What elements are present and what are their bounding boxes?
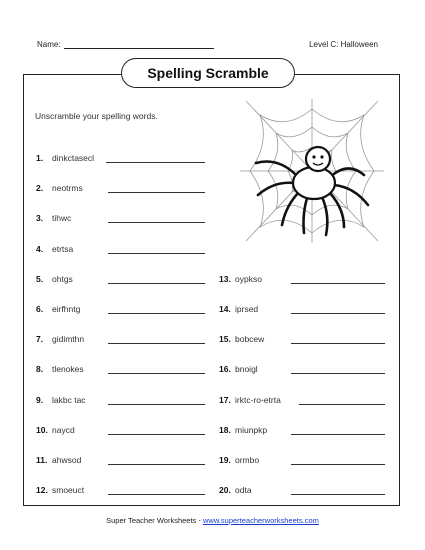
item-number: 18.: [219, 424, 231, 435]
answer-line[interactable]: [108, 464, 205, 465]
answer-line[interactable]: [108, 313, 205, 314]
scrambled-word: tihwc: [52, 213, 72, 224]
answer-line[interactable]: [108, 222, 205, 223]
answer-line[interactable]: [299, 404, 385, 405]
answer-line[interactable]: [291, 464, 385, 465]
answer-line[interactable]: [291, 494, 385, 495]
level-label: Level C: Halloween: [309, 40, 378, 49]
item-number: 17.: [219, 394, 231, 405]
item-number: 5.: [36, 273, 44, 284]
word-item: [219, 364, 389, 376]
item-number: 8.: [36, 364, 44, 375]
instructions: Unscramble your spelling words.: [35, 111, 158, 121]
word-item: [36, 455, 206, 467]
item-number: 20.: [219, 485, 231, 496]
item-number: 7.: [36, 334, 44, 345]
word-item: [36, 395, 206, 407]
spider-head-icon: [306, 147, 330, 171]
word-item: [36, 485, 206, 497]
word-item: [36, 364, 206, 376]
answer-line[interactable]: [108, 192, 205, 193]
scrambled-word: bnoigl: [235, 364, 258, 375]
scrambled-word: lakbc tac: [52, 394, 86, 405]
answer-line[interactable]: [108, 343, 205, 344]
answer-line[interactable]: [291, 434, 385, 435]
item-number: 15.: [219, 334, 231, 345]
answer-line[interactable]: [291, 283, 385, 284]
answer-line[interactable]: [108, 404, 205, 405]
spider-body-icon: [293, 167, 335, 199]
item-number: 14.: [219, 304, 231, 314]
scrambled-word: irktc-ro-etrta: [235, 394, 281, 405]
word-item: [36, 304, 206, 316]
scrambled-word: ahwsod: [52, 455, 82, 465]
item-number: 1.: [36, 153, 44, 163]
footer: [0, 516, 425, 525]
item-number: 19.: [219, 455, 231, 465]
word-item: [219, 274, 389, 286]
scrambled-word: oypkso: [235, 273, 262, 284]
word-item: [219, 395, 389, 407]
scrambled-word: gidimthn: [52, 334, 85, 345]
word-item: [36, 274, 206, 286]
answer-line[interactable]: [108, 253, 205, 254]
answer-line[interactable]: [291, 343, 385, 344]
word-item: [36, 334, 206, 346]
item-number: 11.: [36, 455, 48, 465]
scrambled-word: odta: [235, 485, 252, 496]
item-number: 9.: [36, 394, 44, 405]
worksheet-title: Spelling Scramble: [121, 58, 295, 88]
scrambled-word: ohtgs: [52, 273, 73, 284]
answer-line[interactable]: [291, 373, 385, 374]
item-number: 10.: [36, 424, 48, 435]
name-line[interactable]: [64, 40, 214, 49]
footer-prefix: Super Teacher Worksheets -: [106, 516, 203, 525]
item-number: 4.: [36, 243, 44, 254]
answer-line[interactable]: [108, 283, 205, 284]
answer-line[interactable]: [108, 494, 205, 495]
item-number: 2.: [36, 183, 44, 194]
scrambled-word: neotrms: [52, 183, 83, 194]
name-field: [37, 40, 214, 49]
word-item: [36, 183, 206, 195]
word-item: [36, 244, 206, 256]
item-number: 13.: [219, 273, 231, 284]
word-item: [36, 213, 206, 225]
answer-line[interactable]: [291, 313, 385, 314]
scrambled-word: tlenokes: [52, 364, 84, 375]
item-number: 16.: [219, 364, 231, 375]
item-number: 3.: [36, 213, 44, 224]
item-number: 12.: [36, 485, 48, 496]
scrambled-word: naycd: [52, 424, 75, 435]
scrambled-word: iprsed: [235, 304, 259, 314]
name-label: Name:: [37, 40, 61, 49]
word-item: [219, 485, 389, 497]
scrambled-word: dinkctasecl: [52, 153, 95, 163]
footer-link[interactable]: www.superteacherworksheets.com: [202, 516, 319, 525]
word-item: [36, 425, 206, 437]
word-item: [219, 334, 389, 346]
word-item: [219, 455, 389, 467]
scrambled-word: eirfhntg: [52, 304, 81, 314]
scrambled-word: etrtsa: [52, 243, 74, 254]
scrambled-word: smoeuct: [52, 485, 85, 496]
answer-line[interactable]: [106, 162, 205, 163]
item-number: 6.: [36, 304, 44, 314]
spider-web-illustration: [238, 97, 386, 245]
answer-line[interactable]: [108, 434, 205, 435]
answer-line[interactable]: [108, 373, 205, 374]
scrambled-word: miunpkp: [235, 424, 268, 435]
word-item: [219, 304, 389, 316]
word-item: [219, 425, 389, 437]
scrambled-word: ormbo: [235, 455, 260, 465]
scrambled-word: bobcew: [235, 334, 265, 345]
word-item: [36, 153, 206, 165]
